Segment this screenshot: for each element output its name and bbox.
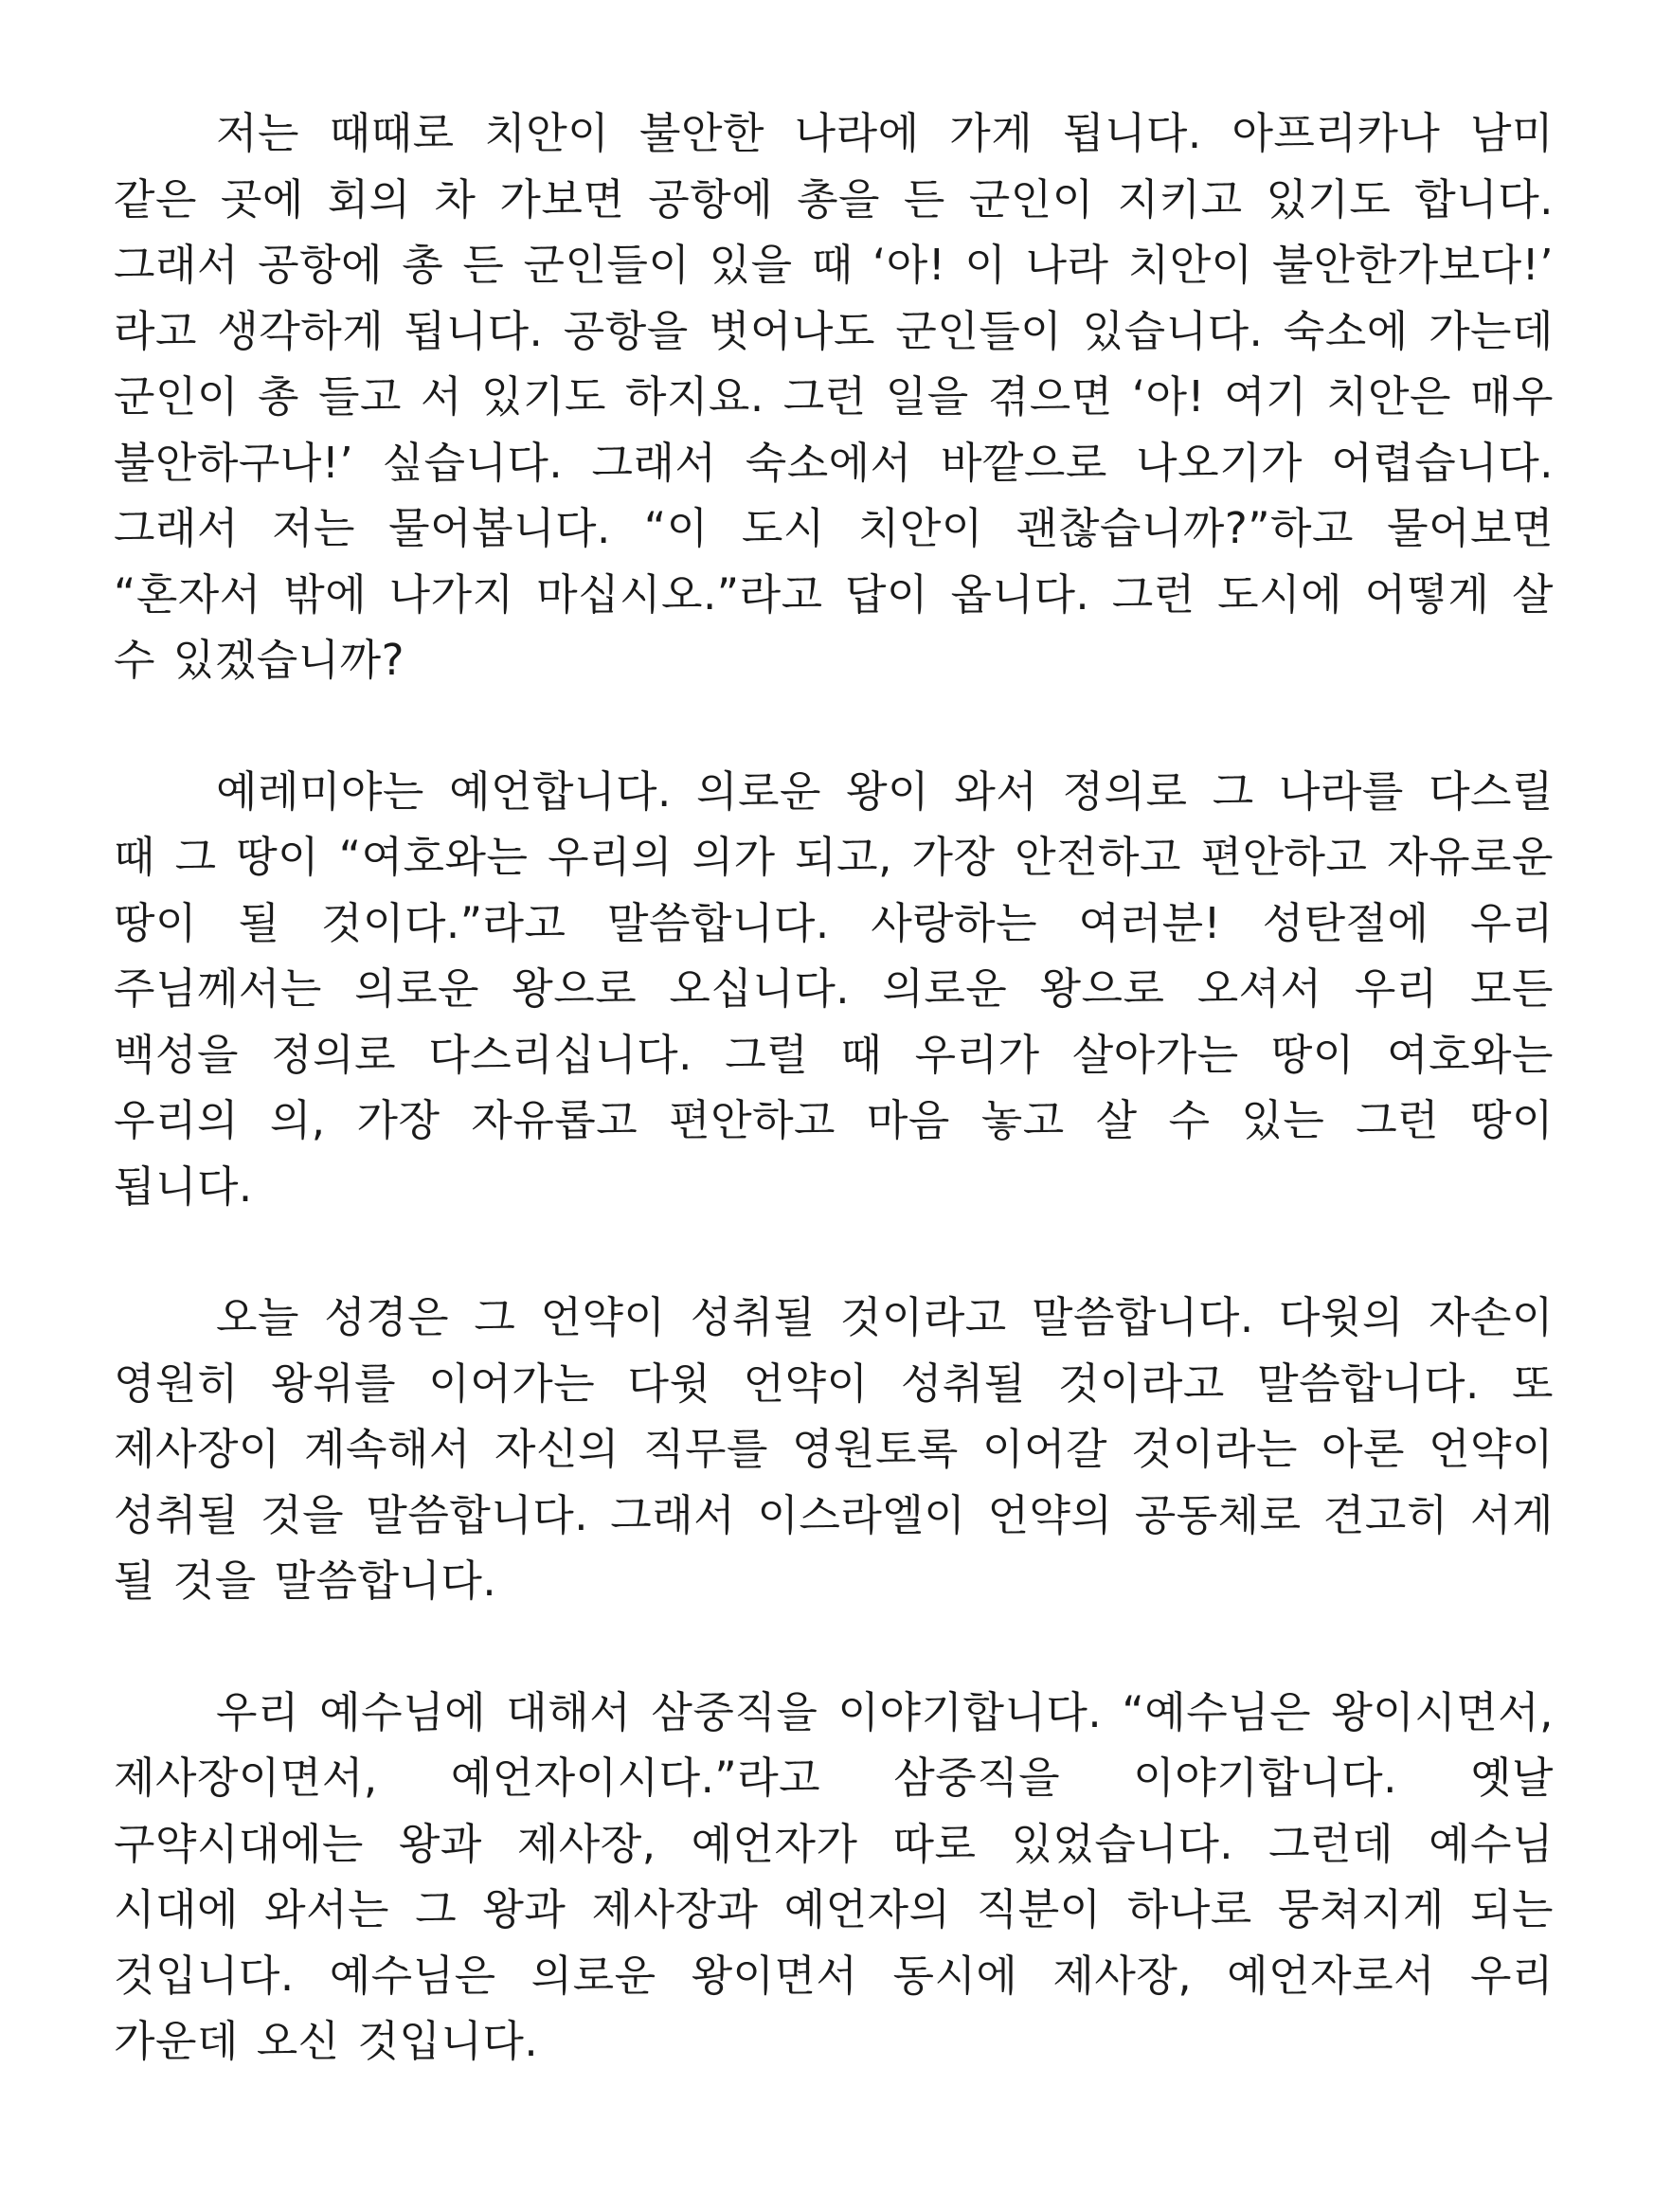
paragraph-covenant-fulfillment: 오늘 성경은 그 언약이 성취될 것이라고 말씀합니다. 다윗의 자손이 영원히 왕위를 이어가는 다윗 언약이 성취될 것이라고 말씀합니다. 또 제사장이 계속해서 자신의 직무를 영원토록 이어갈 것이라는 아론 언약이 성취될 것을 말씀합니다. 그래서 이스라엘이 언약의 공동체로 견고히 서게 될 것을 말씀합니다. [114, 1292, 1554, 1606]
paragraph-threefold-office: 우리 예수님에 대해서 삼중직을 이야기합니다. “예수님은 왕이시면서, 제사장이면서, 예언자이시다.”라고 삼중직을 이야기합니다. 옛날 구약시대에는 왕과 제사장, 예언자가 따로 있었습니다. 그런데 예수님 시대에 와서는 그 왕과 제사장과 예언자의 직분이 하나로 뭉쳐지게 되는 것입니다. 예수님은 의로운 왕이면서 동시에 제사장, 예언자로서 우리 가운데 오신 것입니다. [114, 1686, 1554, 2066]
paragraph-jeremiah-prophecy: 예레미야는 예언합니다. 의로운 왕이 와서 정의로 그 나라를 다스릴 때 그 땅이 “여호와는 우리의 의가 되고, 가장 안전하고 편안하고 자유로운 땅이 될 것이다.”라고 말씀합니다. 사랑하는 여러분! 성탄절에 우리 주님께서는 의로운 왕으로 오십니다. 의로운 왕으로 오셔서 우리 모든 백성을 정의로 다스리십니다. 그럴 때 우리가 살아가는 땅이 여호와는 우리의 의, 가장 자유롭고 편안하고 마음 놓고 살 수 있는 그런 땅이 됩니다. [114, 765, 1554, 1212]
paragraph-unsafe-countries: 저는 때때로 치안이 불안한 나라에 가게 됩니다. 아프리카나 남미 같은 곳에 회의 차 가보면 공항에 총을 든 군인이 지키고 있기도 합니다. 그래서 공항에 총 든 군인들이 있을 때 ‘아! 이 나라 치안이 불안한가보다!’ 라고 생각하게 됩니다. 공항을 벗어나도 군인들이 있습니다. 숙소에 가는데 군인이 총 들고 서 있기도 하지요. 그런 일을 겪으면 ‘아! 여기 치안은 매우 불안하구나!’ 싶습니다. 그래서 숙소에서 바깥으로 나오기가 어렵습니다. 그래서 저는 물어봅니다. “이 도시 치안이 괜찮습니까?”하고 물어보면 “혼자서 밖에 나가지 마십시오.”라고 답이 옵니다. 그런 도시에 어떻게 살 수 있겠습니까? [114, 108, 1554, 685]
